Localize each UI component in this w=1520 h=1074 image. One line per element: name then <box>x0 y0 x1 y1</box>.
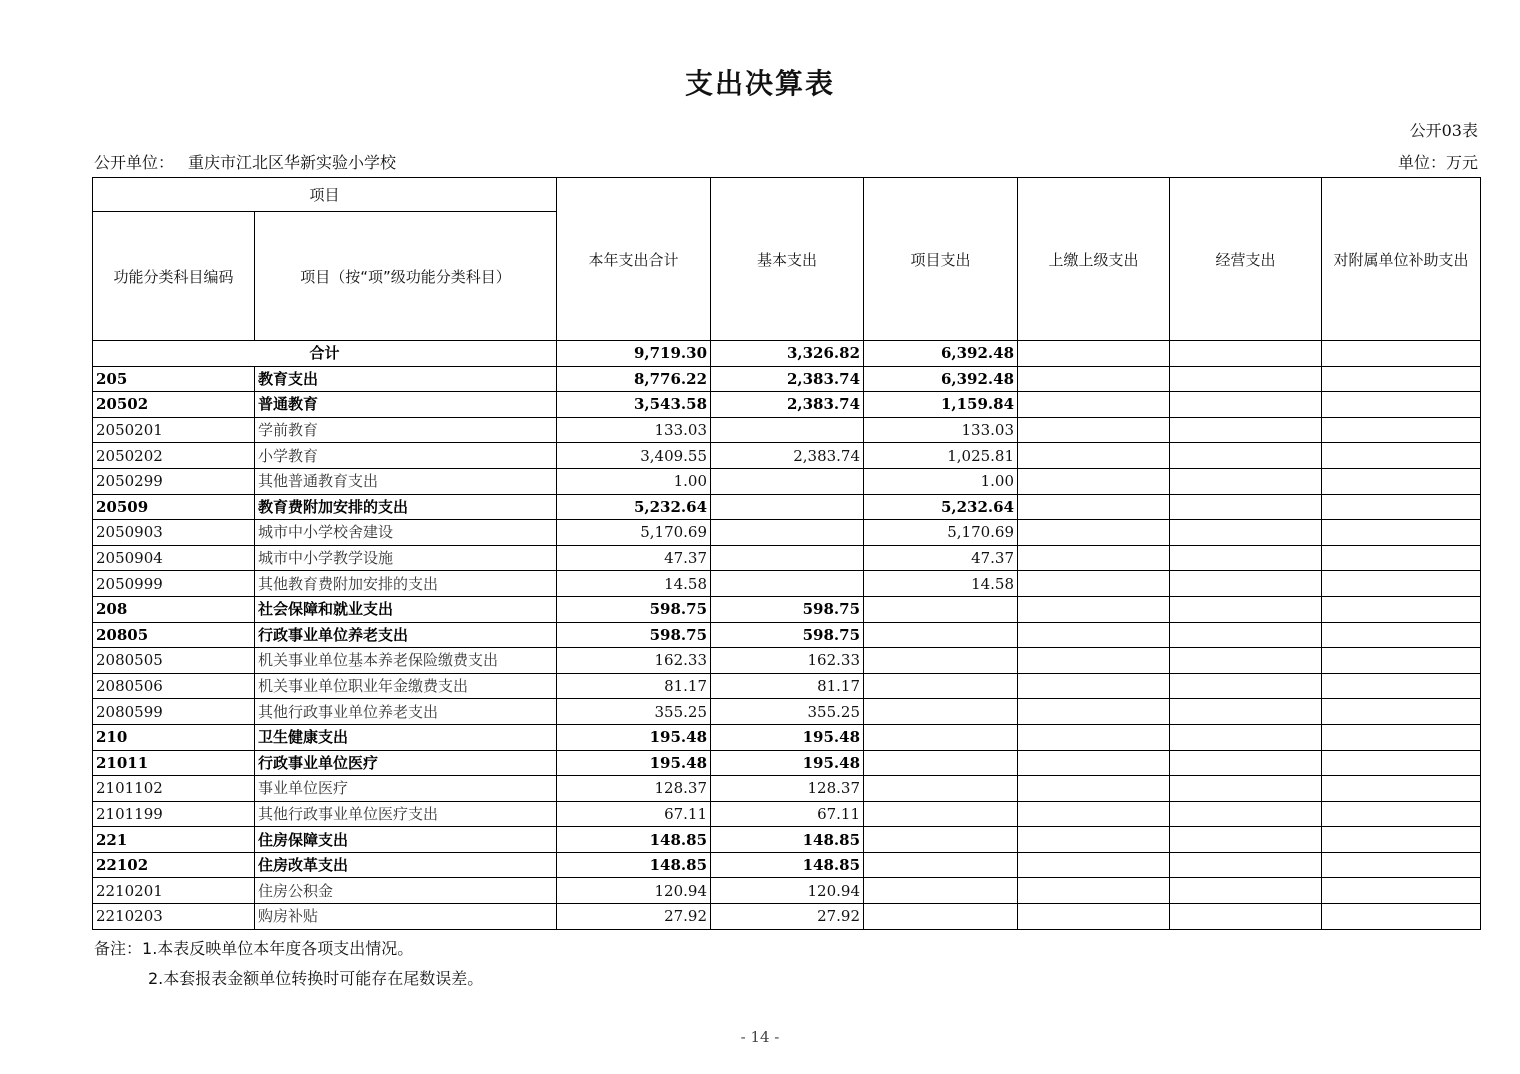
row-subsidy <box>1322 417 1481 443</box>
row-total: 598.75 <box>557 622 711 648</box>
row-business <box>1170 392 1322 418</box>
row-project: 1,159.84 <box>864 392 1018 418</box>
total-business <box>1170 341 1322 367</box>
row-code: 2050999 <box>93 571 255 597</box>
row-name: 社会保障和就业支出 <box>255 596 557 622</box>
row-name: 机关事业单位基本养老保险缴费支出 <box>255 648 557 674</box>
header-subsidy: 对附属单位补助支出 <box>1322 178 1481 341</box>
row-basic <box>711 545 864 571</box>
row-upper <box>1018 622 1170 648</box>
row-name: 购房补贴 <box>255 904 557 930</box>
row-business <box>1170 750 1322 776</box>
row-business <box>1170 417 1322 443</box>
row-business <box>1170 571 1322 597</box>
row-code: 2101102 <box>93 776 255 802</box>
row-project: 47.37 <box>864 545 1018 571</box>
row-subsidy <box>1322 443 1481 469</box>
row-subsidy <box>1322 878 1481 904</box>
row-total: 81.17 <box>557 673 711 699</box>
row-subsidy <box>1322 545 1481 571</box>
row-basic: 355.25 <box>711 699 864 725</box>
row-code: 208 <box>93 596 255 622</box>
unit-name: 重庆市江北区华新实验小学校 <box>188 153 397 172</box>
row-business <box>1170 904 1322 930</box>
row-business <box>1170 648 1322 674</box>
row-subsidy <box>1322 750 1481 776</box>
row-business <box>1170 878 1322 904</box>
row-total: 128.37 <box>557 776 711 802</box>
row-project <box>864 750 1018 776</box>
row-project <box>864 622 1018 648</box>
row-upper <box>1018 852 1170 878</box>
row-business <box>1170 801 1322 827</box>
table-row <box>93 494 1481 520</box>
row-subsidy <box>1322 520 1481 546</box>
row-upper <box>1018 724 1170 750</box>
row-basic: 2,383.74 <box>711 443 864 469</box>
row-code: 21011 <box>93 750 255 776</box>
header-item-group: 项目 <box>93 178 557 212</box>
row-total: 5,170.69 <box>557 520 711 546</box>
row-project <box>864 801 1018 827</box>
table-row <box>93 468 1481 494</box>
header-total: 本年支出合计 <box>557 178 711 341</box>
row-upper <box>1018 468 1170 494</box>
row-upper <box>1018 750 1170 776</box>
row-code: 221 <box>93 827 255 853</box>
table-row <box>93 622 1481 648</box>
row-name: 教育费附加安排的支出 <box>255 494 557 520</box>
row-business <box>1170 724 1322 750</box>
row-basic: 2,383.74 <box>711 366 864 392</box>
row-code: 2050202 <box>93 443 255 469</box>
header-code: 功能分类科目编码 <box>93 212 255 341</box>
row-name: 普通教育 <box>255 392 557 418</box>
table-row <box>93 801 1481 827</box>
row-name: 其他行政事业单位医疗支出 <box>255 801 557 827</box>
row-business <box>1170 443 1322 469</box>
row-basic: 148.85 <box>711 827 864 853</box>
row-code: 2050299 <box>93 468 255 494</box>
row-name: 其他行政事业单位养老支出 <box>255 699 557 725</box>
row-name: 机关事业单位职业年金缴费支出 <box>255 673 557 699</box>
header-project: 项目支出 <box>864 178 1018 341</box>
row-total: 3,409.55 <box>557 443 711 469</box>
header-name: 项目（按“项”级功能分类科目） <box>255 212 557 341</box>
row-project: 14.58 <box>864 571 1018 597</box>
row-upper <box>1018 366 1170 392</box>
row-name: 事业单位医疗 <box>255 776 557 802</box>
row-upper <box>1018 878 1170 904</box>
row-business <box>1170 673 1322 699</box>
row-total: 148.85 <box>557 827 711 853</box>
row-name: 卫生健康支出 <box>255 724 557 750</box>
row-code: 20509 <box>93 494 255 520</box>
note-1: 1.本表反映单位本年度各项支出情况。 <box>142 939 414 958</box>
row-upper <box>1018 673 1170 699</box>
row-code: 2080505 <box>93 648 255 674</box>
row-name: 住房保障支出 <box>255 827 557 853</box>
row-business <box>1170 827 1322 853</box>
row-upper <box>1018 827 1170 853</box>
total-project: 6,392.48 <box>864 341 1018 367</box>
table-row <box>93 699 1481 725</box>
row-project: 1.00 <box>864 468 1018 494</box>
row-upper <box>1018 494 1170 520</box>
row-name: 住房改革支出 <box>255 852 557 878</box>
row-total: 120.94 <box>557 878 711 904</box>
row-basic: 67.11 <box>711 801 864 827</box>
row-basic: 27.92 <box>711 904 864 930</box>
row-code: 20502 <box>93 392 255 418</box>
row-project <box>864 596 1018 622</box>
row-subsidy <box>1322 673 1481 699</box>
row-name: 行政事业单位养老支出 <box>255 622 557 648</box>
row-total: 14.58 <box>557 571 711 597</box>
row-project: 5,170.69 <box>864 520 1018 546</box>
row-basic: 128.37 <box>711 776 864 802</box>
row-total: 355.25 <box>557 699 711 725</box>
unit-label: 公开单位： <box>94 153 175 172</box>
row-subsidy <box>1322 648 1481 674</box>
row-upper <box>1018 520 1170 546</box>
row-name: 城市中小学校舍建设 <box>255 520 557 546</box>
row-code: 2210201 <box>93 878 255 904</box>
row-project <box>864 673 1018 699</box>
total-upper <box>1018 341 1170 367</box>
row-name: 住房公积金 <box>255 878 557 904</box>
row-basic: 195.48 <box>711 750 864 776</box>
row-total: 1.00 <box>557 468 711 494</box>
row-business <box>1170 776 1322 802</box>
row-business <box>1170 520 1322 546</box>
row-subsidy <box>1322 827 1481 853</box>
row-business <box>1170 468 1322 494</box>
row-project: 1,025.81 <box>864 443 1018 469</box>
notes <box>94 934 483 994</box>
row-total: 8,776.22 <box>557 366 711 392</box>
total-row <box>93 341 1481 367</box>
row-basic <box>711 494 864 520</box>
row-project: 133.03 <box>864 417 1018 443</box>
row-upper <box>1018 648 1170 674</box>
row-project <box>864 878 1018 904</box>
row-project: 6,392.48 <box>864 366 1018 392</box>
table-row <box>93 571 1481 597</box>
row-project <box>864 776 1018 802</box>
row-business <box>1170 366 1322 392</box>
row-basic: 162.33 <box>711 648 864 674</box>
row-upper <box>1018 904 1170 930</box>
row-basic <box>711 417 864 443</box>
row-upper <box>1018 776 1170 802</box>
row-basic <box>711 520 864 546</box>
row-name: 其他普通教育支出 <box>255 468 557 494</box>
header-business: 经营支出 <box>1170 178 1322 341</box>
row-subsidy <box>1322 571 1481 597</box>
row-total: 148.85 <box>557 852 711 878</box>
row-upper <box>1018 545 1170 571</box>
row-total: 47.37 <box>557 545 711 571</box>
money-unit: 单位：万元 <box>1397 153 1478 172</box>
header-basic: 基本支出 <box>711 178 864 341</box>
form-number: 公开03表 <box>1409 121 1478 140</box>
row-total: 162.33 <box>557 648 711 674</box>
row-name: 行政事业单位医疗 <box>255 750 557 776</box>
row-upper <box>1018 699 1170 725</box>
row-subsidy <box>1322 392 1481 418</box>
row-subsidy <box>1322 724 1481 750</box>
row-project <box>864 827 1018 853</box>
table-row <box>93 904 1481 930</box>
row-basic <box>711 468 864 494</box>
note-2: 2.本套报表金额单位转换时可能存在尾数误差。 <box>148 969 484 988</box>
row-code: 2050903 <box>93 520 255 546</box>
row-code: 2080506 <box>93 673 255 699</box>
row-name: 小学教育 <box>255 443 557 469</box>
row-name: 其他教育费附加安排的支出 <box>255 571 557 597</box>
row-basic: 148.85 <box>711 852 864 878</box>
table-row <box>93 776 1481 802</box>
table-row <box>93 443 1481 469</box>
row-upper <box>1018 801 1170 827</box>
row-business <box>1170 699 1322 725</box>
row-code: 2101199 <box>93 801 255 827</box>
row-name: 教育支出 <box>255 366 557 392</box>
row-upper <box>1018 392 1170 418</box>
row-code: 2050904 <box>93 545 255 571</box>
row-business <box>1170 545 1322 571</box>
row-name: 城市中小学教学设施 <box>255 545 557 571</box>
table-row <box>93 878 1481 904</box>
row-business <box>1170 494 1322 520</box>
row-total: 5,232.64 <box>557 494 711 520</box>
row-subsidy <box>1322 366 1481 392</box>
row-project <box>864 648 1018 674</box>
row-subsidy <box>1322 622 1481 648</box>
table-row <box>93 724 1481 750</box>
table-row <box>93 648 1481 674</box>
page-number: - 14 - <box>740 1028 780 1046</box>
unit-line <box>94 150 396 173</box>
row-code: 2210203 <box>93 904 255 930</box>
page-title: 支出决算表 <box>684 67 835 100</box>
row-upper <box>1018 596 1170 622</box>
total-label: 合计 <box>93 341 557 367</box>
row-business <box>1170 596 1322 622</box>
row-subsidy <box>1322 699 1481 725</box>
header-upper: 上缴上级支出 <box>1018 178 1170 341</box>
notes-prefix: 备注： <box>94 939 143 958</box>
row-total: 27.92 <box>557 904 711 930</box>
row-basic <box>711 571 864 597</box>
row-code: 205 <box>93 366 255 392</box>
row-basic: 2,383.74 <box>711 392 864 418</box>
total-basic: 3,326.82 <box>711 341 864 367</box>
row-total: 133.03 <box>557 417 711 443</box>
row-subsidy <box>1322 596 1481 622</box>
row-code: 210 <box>93 724 255 750</box>
row-project <box>864 852 1018 878</box>
row-total: 195.48 <box>557 750 711 776</box>
row-basic: 598.75 <box>711 622 864 648</box>
row-subsidy <box>1322 852 1481 878</box>
row-project <box>864 904 1018 930</box>
table-row <box>93 520 1481 546</box>
row-code: 2080599 <box>93 699 255 725</box>
table-row <box>93 750 1481 776</box>
row-basic: 120.94 <box>711 878 864 904</box>
table-row <box>93 392 1481 418</box>
total-subsidy <box>1322 341 1481 367</box>
table-row <box>93 366 1481 392</box>
row-project <box>864 724 1018 750</box>
table-row <box>93 596 1481 622</box>
table-row <box>93 417 1481 443</box>
row-upper <box>1018 571 1170 597</box>
row-upper <box>1018 417 1170 443</box>
row-code: 20805 <box>93 622 255 648</box>
row-subsidy <box>1322 904 1481 930</box>
row-basic: 598.75 <box>711 596 864 622</box>
row-subsidy <box>1322 776 1481 802</box>
row-basic: 81.17 <box>711 673 864 699</box>
row-code: 22102 <box>93 852 255 878</box>
expenditure-table <box>92 177 1481 930</box>
table-row <box>93 673 1481 699</box>
row-total: 598.75 <box>557 596 711 622</box>
row-project: 5,232.64 <box>864 494 1018 520</box>
table-row <box>93 545 1481 571</box>
row-upper <box>1018 443 1170 469</box>
row-business <box>1170 622 1322 648</box>
row-subsidy <box>1322 801 1481 827</box>
total-sum: 9,719.30 <box>557 341 711 367</box>
row-total: 67.11 <box>557 801 711 827</box>
table-row <box>93 852 1481 878</box>
row-subsidy <box>1322 494 1481 520</box>
row-basic: 195.48 <box>711 724 864 750</box>
row-name: 学前教育 <box>255 417 557 443</box>
row-code: 2050201 <box>93 417 255 443</box>
row-project <box>864 699 1018 725</box>
row-business <box>1170 852 1322 878</box>
row-total: 195.48 <box>557 724 711 750</box>
table-row <box>93 827 1481 853</box>
row-total: 3,543.58 <box>557 392 711 418</box>
row-subsidy <box>1322 468 1481 494</box>
